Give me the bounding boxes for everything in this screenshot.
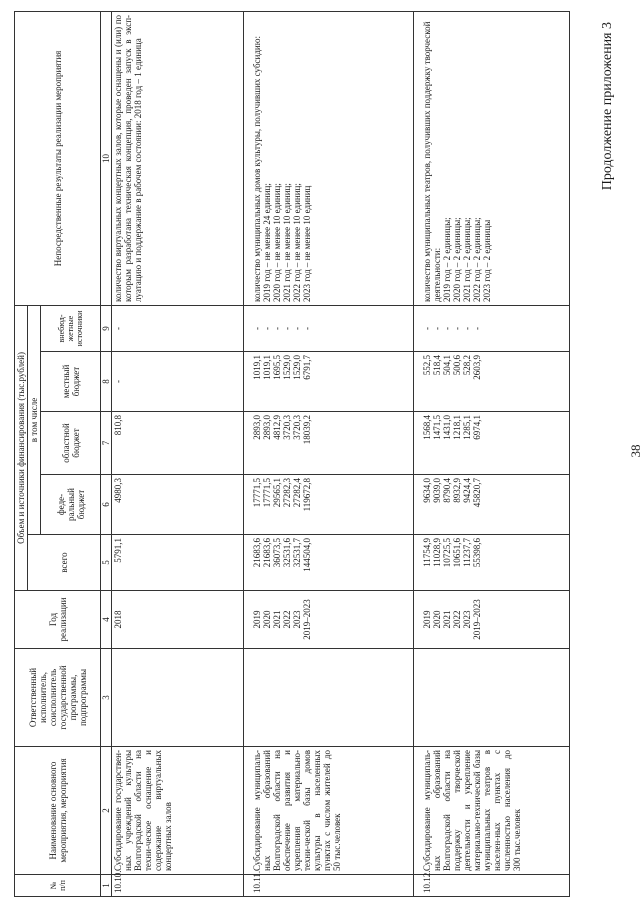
federal-value: 29565,1 — [272, 478, 282, 508]
regional-value: 2893,0 — [252, 415, 262, 440]
measure-name: Субсидирование муниципаль-ных образований Волгоградской области на поддержку творческой деятельности и укрепление материально-технической базы муниципальных театров в населен-ных пунктах с численностью населения до 300 тыс.человек — [414, 747, 570, 875]
col-number: 10 — [101, 11, 112, 305]
federal-list — [414, 475, 570, 535]
local-list — [112, 352, 244, 412]
header-in-that: в том числе — [28, 305, 41, 534]
total-list — [244, 535, 414, 591]
extra-list — [244, 305, 414, 351]
regional-value: 1471,5 — [432, 415, 442, 440]
executor-cell — [414, 649, 570, 747]
header-regional: областной бюджет — [41, 412, 101, 475]
federal-value: 9039,0 — [432, 478, 442, 503]
local-value: 1695,5 — [272, 355, 282, 380]
result-line: 2019 год – 2 единицы; — [442, 217, 452, 302]
year-value: 2023 — [292, 610, 302, 629]
local-value: 500,6 — [452, 355, 462, 376]
total-value: 11237,7 — [462, 538, 472, 567]
regional-list — [414, 412, 570, 475]
table-row — [414, 11, 570, 896]
federal-value: 17771,5 — [252, 478, 262, 508]
annex-title: Продолжение приложения 3 — [600, 22, 615, 191]
local-value: - — [113, 380, 123, 383]
year-value: 2019 — [422, 610, 432, 629]
page-number: 38 — [628, 444, 643, 458]
year-value: 2019–2023 — [472, 599, 482, 640]
total-list — [414, 535, 570, 591]
regional-value: 1568,4 — [422, 415, 432, 440]
header-year: Год реализации — [15, 591, 101, 649]
result-line: 2021 год – не менее 10 единиц; — [282, 183, 292, 302]
local-value: 552,5 — [422, 355, 432, 376]
row-number: 10.12. — [414, 875, 570, 897]
federal-value: 4980,3 — [113, 478, 123, 503]
extra-value: - — [302, 326, 312, 330]
result-list — [244, 11, 414, 305]
total-value: 32531,7 — [292, 538, 302, 568]
total-value: 11754,9 — [422, 538, 432, 567]
total-value: 11028,9 — [432, 538, 442, 567]
year-value: 2021 — [272, 610, 282, 629]
regional-value: 1431,0 — [442, 415, 452, 440]
header-total: всего — [28, 535, 101, 591]
result-line: 2021 год – 2 единицы; — [462, 217, 472, 302]
result-line: 2023 год – не менее 10 единиц — [302, 185, 312, 302]
federal-value: 8790,4 — [442, 478, 452, 503]
total-value: 21683,6 — [262, 538, 272, 568]
federal-value: 27282,3 — [282, 478, 292, 508]
local-list — [414, 352, 570, 412]
extra-list — [112, 305, 244, 351]
federal-value: 8932,9 — [452, 478, 462, 503]
local-value: 518,4 — [432, 355, 442, 376]
year-value: 2022 — [452, 610, 462, 629]
result-list — [414, 11, 570, 305]
federal-list — [244, 475, 414, 535]
row-number: 10.11. — [244, 875, 414, 897]
result-line: 2019 год – не менее 24 единиц; — [262, 183, 272, 302]
local-value: 1019,1 — [252, 355, 262, 380]
extra-value: - — [472, 326, 482, 330]
extra-value: - — [452, 326, 462, 330]
federal-value: 9634,0 — [422, 478, 432, 503]
executor-cell — [112, 649, 244, 747]
year-list — [244, 591, 414, 649]
result-text: количество виртуальных концертных залов, которые оснащены и (или) по которым разработана техническая концепция, проведен запуск в эксп-луатацию и поддержание в рабочем состоянии: 2018 год – 1 единица — [112, 11, 244, 305]
result-line: 2022 год – 2 единицы; — [472, 217, 482, 302]
extra-value: - — [113, 326, 123, 330]
extra-value: - — [262, 326, 272, 330]
local-value: 528,2 — [462, 355, 472, 376]
year-value: 2018 — [113, 610, 123, 629]
year-value: 2020 — [262, 610, 272, 629]
extra-value: - — [422, 326, 432, 330]
federal-value: 45820,7 — [472, 478, 482, 508]
total-value: 36073,5 — [272, 538, 282, 568]
measure-name: Субсидирование государствен-ных учреждений культуры Волгоградской области на техни-ческое оснащение и содержание виртуальных концертных залов — [112, 747, 244, 875]
result-line: 2020 год – не менее 10 единиц; — [272, 183, 282, 302]
extra-value: - — [282, 326, 292, 330]
total-value: 32531,6 — [282, 538, 292, 568]
header-extra: внебюд-жетные источники — [41, 305, 101, 351]
extra-value: - — [432, 326, 442, 330]
local-value: 1529,0 — [282, 355, 292, 380]
regional-value: 1218,1 — [452, 415, 462, 440]
year-value: 2019–2023 — [302, 599, 312, 640]
measure-name: Субсидирование муниципаль-ных образований Волгоградской области на обеспечение развития и укрепления материально-техни-ческой базы домов культуры в населенных пунктах с числом жителей до 50 тыс.человек — [244, 747, 414, 875]
col-number: 3 — [101, 649, 112, 747]
year-value: 2020 — [432, 610, 442, 629]
result-line: 2022 год – не менее 10 единиц; — [292, 183, 302, 302]
year-value: 2022 — [282, 610, 292, 629]
header-result: Непосредственные результаты реализации мероприятия — [15, 11, 101, 305]
year-list — [414, 591, 570, 649]
extra-value: - — [252, 326, 262, 330]
col-number: 8 — [101, 352, 112, 412]
col-number: 4 — [101, 591, 112, 649]
regional-value: 1285,1 — [462, 415, 472, 440]
col-number: 2 — [101, 747, 112, 875]
regional-value: 3720,3 — [282, 415, 292, 440]
col-number: 1 — [101, 875, 112, 897]
extra-value: - — [462, 326, 472, 330]
federal-value: 17771,5 — [262, 478, 272, 508]
federal-value: 27282,4 — [292, 478, 302, 508]
local-value: 2603,9 — [472, 355, 482, 380]
year-list — [112, 591, 244, 649]
header-federal: феде-ральный бюджет — [41, 475, 101, 535]
federal-list — [112, 475, 244, 535]
local-value: 1019,1 — [262, 355, 272, 380]
local-value: 6791,7 — [302, 355, 312, 380]
total-value: 5791,1 — [113, 538, 123, 563]
regional-value: 4812,9 — [272, 415, 282, 440]
col-number: 5 — [101, 535, 112, 591]
result-line: 2023 год – 2 единицы — [482, 219, 492, 302]
federal-value: 9424,4 — [462, 478, 472, 503]
total-value: 55398,6 — [472, 538, 482, 568]
col-number: 6 — [101, 475, 112, 535]
result-line: количество муниципальных театров, получивших поддержку творческой деятельности: — [422, 21, 442, 302]
row-number: 10.10. — [112, 875, 244, 897]
table-row — [244, 11, 414, 896]
header-name: Наименование основного мероприятия, мероприятия — [15, 747, 101, 875]
total-list — [112, 535, 244, 591]
year-value: 2023 — [462, 610, 472, 629]
regional-list — [112, 412, 244, 475]
column-number-row — [101, 11, 112, 896]
result-line: 2020 год – 2 единицы; — [452, 217, 462, 302]
local-list — [244, 352, 414, 412]
local-value: 1529,0 — [292, 355, 302, 380]
extra-value: - — [292, 326, 302, 330]
year-value: 2019 — [252, 610, 262, 629]
col-number: 9 — [101, 305, 112, 351]
extra-value: - — [442, 326, 452, 330]
total-value: 10651,6 — [452, 538, 462, 568]
regional-value: 3720,3 — [292, 415, 302, 440]
total-value: 144504,0 — [302, 538, 312, 572]
year-value: 2021 — [442, 610, 452, 629]
header-num: № п/п — [15, 875, 101, 897]
total-value: 21683,6 — [252, 538, 262, 568]
regional-value: 2893,0 — [262, 415, 272, 440]
total-value: 10725,5 — [442, 538, 452, 568]
funding-table — [14, 11, 570, 897]
header-local: местный бюджет — [41, 352, 101, 412]
local-value: 504,1 — [442, 355, 452, 376]
extra-list — [414, 305, 570, 351]
federal-value: 119672,8 — [302, 478, 312, 512]
executor-cell — [244, 649, 414, 747]
col-number: 7 — [101, 412, 112, 475]
regional-list — [244, 412, 414, 475]
header-volume: Объем и источники финансирования (тыс.рублей) — [15, 305, 28, 590]
regional-value: 18039,2 — [302, 415, 312, 445]
extra-value: - — [272, 326, 282, 330]
regional-value: 6974,1 — [472, 415, 482, 440]
regional-value: 810,8 — [113, 415, 123, 436]
header-executor: Ответственный исполнитель, соисполнитель государственной программы, подпрограммы — [15, 649, 101, 747]
result-line: количество муниципальных домов культуры, получивших субсидию: — [252, 36, 262, 302]
table-row — [112, 11, 244, 896]
